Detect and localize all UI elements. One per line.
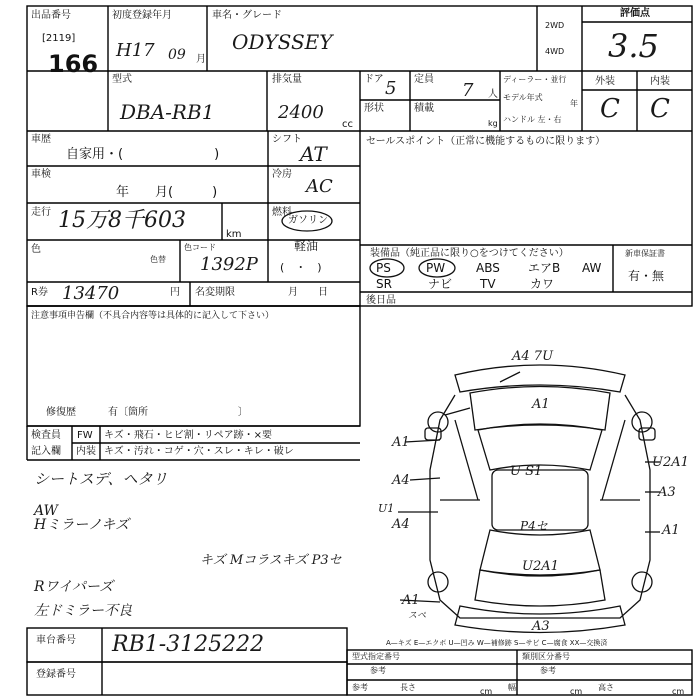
displacement-label: 排気量 <box>272 74 302 85</box>
capacity-unit: 人 <box>488 89 498 100</box>
drive-4wd: 4WD <box>545 47 565 56</box>
handle-label: ハンドル 左・右 <box>503 115 562 124</box>
capacity-label: 定員 <box>414 74 434 85</box>
mark-bumper-small: スペ <box>408 611 427 621</box>
chassis-value: RB1-3125222 <box>112 632 265 657</box>
recycle-unit: 円 <box>170 287 180 298</box>
height-label: 高さ <box>598 683 614 692</box>
capacity-value: 7 <box>462 80 474 101</box>
shift-value: AT <box>300 142 327 166</box>
loading-unit: kg <box>488 119 498 128</box>
reference-label-3: 参考 <box>352 683 368 692</box>
mileage-value: 15万8千603 <box>58 208 186 233</box>
length-label: 長さ <box>400 683 416 692</box>
score-value: 3.5 <box>608 27 659 65</box>
cm-unit-3: cm <box>672 687 685 696</box>
displacement-unit: cc <box>342 119 353 130</box>
handwritten-note: Hミラーノキズ <box>34 517 130 533</box>
designation-label: 型式指定番号 <box>352 652 400 661</box>
warranty-value: 有・無 <box>628 269 665 283</box>
handwritten-note: Rワイパーズ <box>34 579 114 595</box>
mark-top: A4 7U <box>512 349 554 364</box>
mileage-unit: km <box>226 229 242 240</box>
first-registration-label: 初度登録年月 <box>112 10 172 21</box>
interior-inspection-text: キズ・汚れ・コゲ・穴・スレ・キレ・破レ <box>104 446 294 457</box>
name-change-expiry-label: 名変期限 <box>195 287 235 298</box>
handwritten-note: 左ドミラー不良 <box>34 603 132 619</box>
lot-number: 166 <box>48 50 99 78</box>
color-change-label: 色替 <box>150 255 166 264</box>
exterior-value: C <box>600 94 620 124</box>
repair-history-label: 修復歴 <box>46 407 76 418</box>
sales-point-label: セールスポイント（正常に機能するものに限ります） <box>366 136 606 147</box>
history-label: 車歴 <box>31 134 51 145</box>
fuel-diesel: 軽油 <box>294 239 319 253</box>
color-label: 色 <box>31 244 41 255</box>
equipment-airbag: エアB <box>528 261 561 275</box>
mileage-label: 走行 <box>31 207 51 218</box>
mark-left-front: A1 <box>392 435 410 450</box>
mark-left-rear: A1 <box>402 593 420 608</box>
entry-label: 記入欄 <box>31 446 61 457</box>
door-value: 5 <box>385 78 397 99</box>
drive-2wd: 2WD <box>545 21 565 30</box>
aircon-value: AC <box>306 176 333 197</box>
fuel-label: 燃料 <box>272 207 292 218</box>
first-registration-month: 09 <box>168 47 186 63</box>
mark-left-lower1: U1 <box>378 502 395 515</box>
mark-right-mid: A3 <box>658 485 676 500</box>
fuel-other: ( ・ ) <box>280 261 322 274</box>
mark-rear-glass: P4セ <box>520 519 548 533</box>
damage-legend: A—キズ E—エクボ U—凹み W—補修跡 S—サビ C—腐食 XX—交換済 <box>386 639 608 647</box>
month-unit: 月 <box>196 54 206 65</box>
fw-text: キズ・飛石・ヒビ割・リペア跡・×要 <box>104 430 272 441</box>
repair-history-value: 有〔箇所 〕 <box>108 407 248 418</box>
inspection-value: 年 月( ) <box>116 185 218 200</box>
handwritten-note: キズ Mコラスキズ P3セ <box>200 553 342 568</box>
handwritten-note: シートスデ、ヘタリ <box>34 470 168 488</box>
door-label: ドア <box>364 74 384 85</box>
shape-label: 形状 <box>364 103 384 114</box>
attachment-label: 後日品 <box>366 295 396 306</box>
equipment-label: 装備品（純正品に限り○をつけてください） <box>370 248 569 259</box>
mark-hood: A1 <box>532 397 550 412</box>
classification-label: 類別区分番号 <box>522 652 570 661</box>
reference-label-2: 参考 <box>540 666 556 675</box>
aircon-label: 冷房 <box>272 169 292 180</box>
equipment-abs: ABS <box>476 261 500 275</box>
car-name: ODYSSEY <box>232 30 333 54</box>
cm-unit-1: cm <box>480 687 493 696</box>
fw-label: FW <box>77 430 93 441</box>
mark-left-lower2: A4 <box>392 517 410 532</box>
score-label: 評価点 <box>620 8 650 19</box>
cm-unit-2: cm <box>570 687 583 696</box>
equipment-tv: TV <box>480 277 496 291</box>
mark-left-mid: A4 <box>392 473 410 488</box>
name-change-expiry-value: 月 日 <box>288 287 328 298</box>
displacement-value: 2400 <box>278 102 324 123</box>
model-value: DBA-RB1 <box>120 100 215 124</box>
model-label: 型式 <box>112 74 132 85</box>
equipment-aw: AW <box>582 261 602 275</box>
recycle-label: R券 <box>31 287 48 298</box>
equipment-leather: カワ <box>530 277 555 291</box>
year-unit: 年 <box>570 99 578 108</box>
interior-label: 内装 <box>650 76 670 87</box>
inspection-label: 車検 <box>31 169 51 180</box>
inspector-label: 検査員 <box>31 430 61 441</box>
chassis-label: 車台番号 <box>36 635 76 646</box>
lot-sub-number: [2119] <box>42 33 76 44</box>
history-value: 自家用・( ) <box>66 147 220 162</box>
loading-label: 積載 <box>414 103 434 114</box>
handwritten-note: AW <box>34 503 58 519</box>
mark-bottom: A3 <box>532 619 550 634</box>
notes-label: 注意事項申告欄（不具合内容等は具体的に記入して下さい） <box>31 311 275 321</box>
mark-trunk: U2A1 <box>522 559 559 574</box>
lot-number-label: 出品番号 <box>31 10 71 21</box>
recycle-value: 13470 <box>62 283 120 304</box>
equipment-sr: SR <box>376 277 392 291</box>
color-code-label: 色コード <box>184 243 216 252</box>
reference-label-1: 参考 <box>370 666 386 675</box>
dealer-label: ディーラー・並行 <box>503 75 567 84</box>
equipment-navi: ナビ <box>428 277 453 291</box>
mark-right-upper: U2A1 <box>652 455 689 470</box>
equipment-ps: PS <box>376 261 391 275</box>
equipment-pw: PW <box>426 261 446 275</box>
registration-label: 登録番号 <box>36 669 76 680</box>
mark-right-lower: A1 <box>662 523 680 538</box>
interior-inspection-label: 内装 <box>76 446 96 457</box>
interior-value: C <box>650 94 670 124</box>
mark-roof: U S1 <box>510 464 543 479</box>
fuel-gasoline: ガソリン <box>288 215 328 226</box>
width-label: 幅 <box>508 683 516 692</box>
first-registration-year: H17 <box>116 40 155 61</box>
shift-label: シフト <box>272 134 302 145</box>
car-name-label: 車名・グレード <box>212 10 282 21</box>
model-year-label: モデル年式 <box>503 93 543 102</box>
color-code-value: 1392P <box>200 254 258 275</box>
warranty-label: 新車保証書 <box>625 249 665 258</box>
exterior-label: 外装 <box>595 76 615 87</box>
